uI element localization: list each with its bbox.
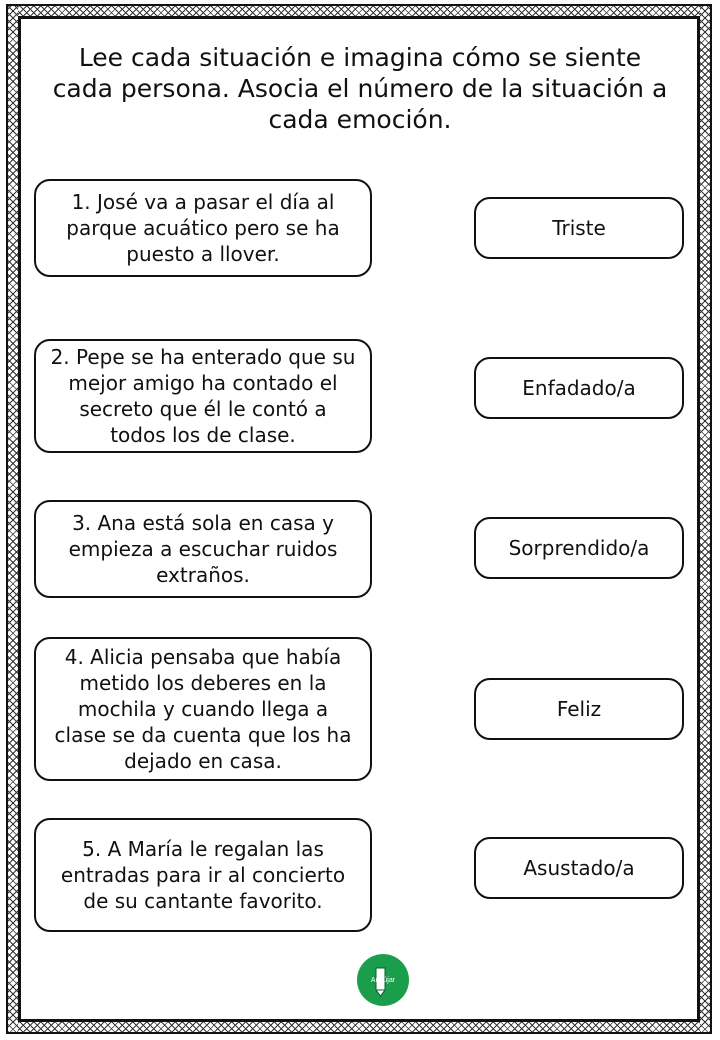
emotion-label-sorprendido: Sorprendido/a [508, 536, 650, 560]
instructions-text: Lee cada situación e imagina cómo se siente cada persona. Asocia el número de la situación a cada emoción. [52, 43, 668, 134]
pencil-icon [363, 960, 403, 1000]
situation-box-3 [34, 500, 372, 598]
emotion-box-asustado [474, 837, 684, 899]
situation-box-2 [34, 339, 372, 453]
situation-box-5 [34, 818, 372, 932]
decorative-border-left [8, 6, 18, 1032]
situation-text-2: 2. Pepe se ha enterado que su mejor amigo ha contado el secreto que él le contó a todos los de clase. [50, 345, 356, 447]
emotion-label-feliz: Feliz [556, 697, 602, 721]
decorative-border-right [700, 6, 710, 1032]
situation-text-1: 1. José va a pasar el día al parque acuático pero se ha puesto a llover. [66, 190, 340, 266]
publisher-logo [357, 954, 409, 1006]
logo-text: Andújar [370, 977, 396, 984]
emotion-box-enfadado [474, 357, 684, 419]
decorative-border-top [8, 6, 710, 16]
emotion-label-asustado: Asustado/a [523, 856, 635, 880]
situation-text-4: 4. Alicia pensaba que había metido los deberes en la mochila y cuando llega a clase se da cuenta que los ha dejado en casa. [54, 645, 352, 773]
emotion-box-feliz [474, 678, 684, 740]
emotion-label-triste: Triste [552, 216, 606, 240]
situation-box-4 [34, 637, 372, 781]
situation-text-3: 3. Ana está sola en casa y empieza a escuchar ruidos extraños. [68, 511, 338, 587]
situation-text-5: 5. A María le regalan las entradas para ir al concierto de su cantante favorito. [60, 837, 346, 913]
decorative-border-bottom [8, 1022, 710, 1032]
emotion-label-enfadado: Enfadado/a [522, 376, 636, 400]
emotion-box-sorprendido [474, 517, 684, 579]
emotion-box-triste [474, 197, 684, 259]
situation-box-1 [34, 179, 372, 277]
